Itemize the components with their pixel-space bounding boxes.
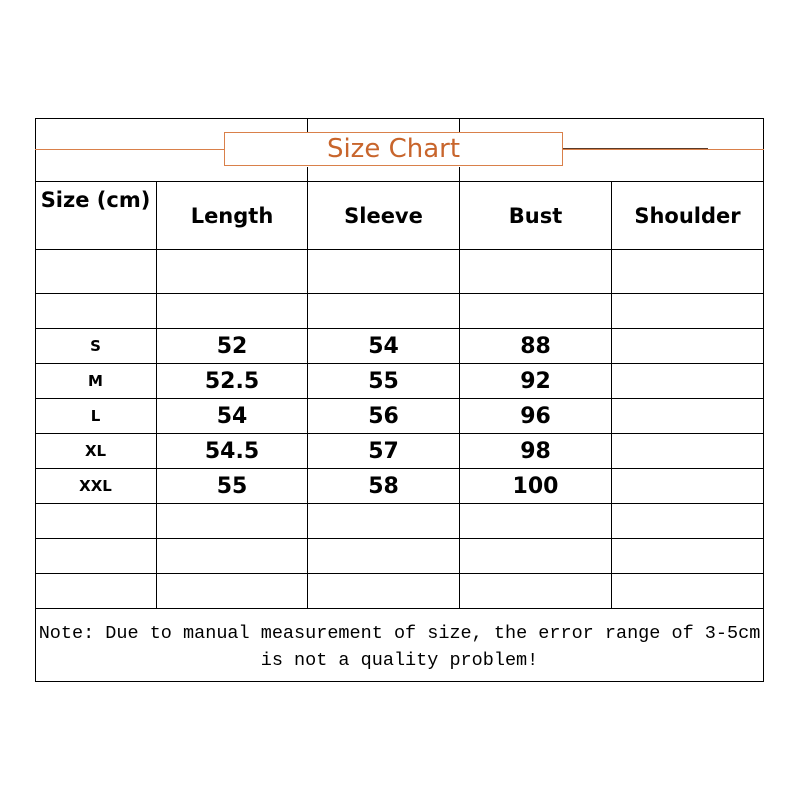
title-row-divider: [459, 167, 460, 181]
title-row-divider: [307, 118, 308, 132]
header-bust: Bust: [508, 203, 563, 228]
sleeve-value: 56: [368, 403, 399, 429]
row-divider: [35, 608, 764, 609]
bust-value: 98: [520, 438, 551, 464]
title-accent-line-dark: [563, 148, 708, 149]
title-row-divider: [459, 118, 460, 132]
length-value: 55: [216, 473, 248, 499]
sleeve-value: 57: [368, 438, 399, 464]
shoulder-value: [612, 469, 763, 503]
row-divider: [35, 293, 764, 294]
size-label: XXL: [79, 477, 112, 495]
header-sleeve: Sleeve: [344, 203, 423, 228]
chart-title: Size Chart: [224, 132, 563, 166]
header-size: Size (cm): [40, 188, 151, 212]
size-label: S: [90, 337, 101, 355]
row-divider: [35, 503, 764, 504]
header-length: Length: [190, 203, 274, 228]
size-chart-table: [35, 118, 764, 682]
bust-value: 92: [520, 368, 551, 394]
size-label: M: [88, 372, 103, 390]
shoulder-value: [612, 329, 763, 363]
shoulder-value: [612, 364, 763, 398]
length-value: 54.5: [204, 438, 260, 464]
title-accent-line-right: [563, 149, 764, 150]
shoulder-value: [612, 434, 763, 468]
bust-value: 100: [512, 473, 559, 499]
sleeve-value: 58: [368, 473, 399, 499]
size-label: XL: [84, 442, 107, 460]
title-row-divider: [307, 167, 308, 181]
length-value: 54: [216, 403, 248, 429]
size-label: L: [90, 407, 101, 425]
header-shoulder: Shoulder: [634, 203, 741, 228]
sleeve-value: 54: [368, 333, 399, 359]
bust-value: 96: [520, 403, 551, 429]
title-accent-line-left: [35, 149, 224, 150]
bust-value: 88: [520, 333, 551, 359]
length-value: 52.5: [204, 368, 260, 394]
sleeve-value: 55: [368, 368, 399, 394]
shoulder-value: [612, 399, 763, 433]
table-right-border: [763, 118, 764, 682]
row-divider: [35, 249, 764, 250]
row-divider: [35, 538, 764, 539]
row-divider: [35, 573, 764, 574]
measurement-note: Note: Due to manual measurement of size, the error range of 3-5cm is not a quality problem!: [38, 623, 761, 671]
table-top-border: [35, 118, 764, 119]
length-value: 52: [216, 333, 248, 359]
